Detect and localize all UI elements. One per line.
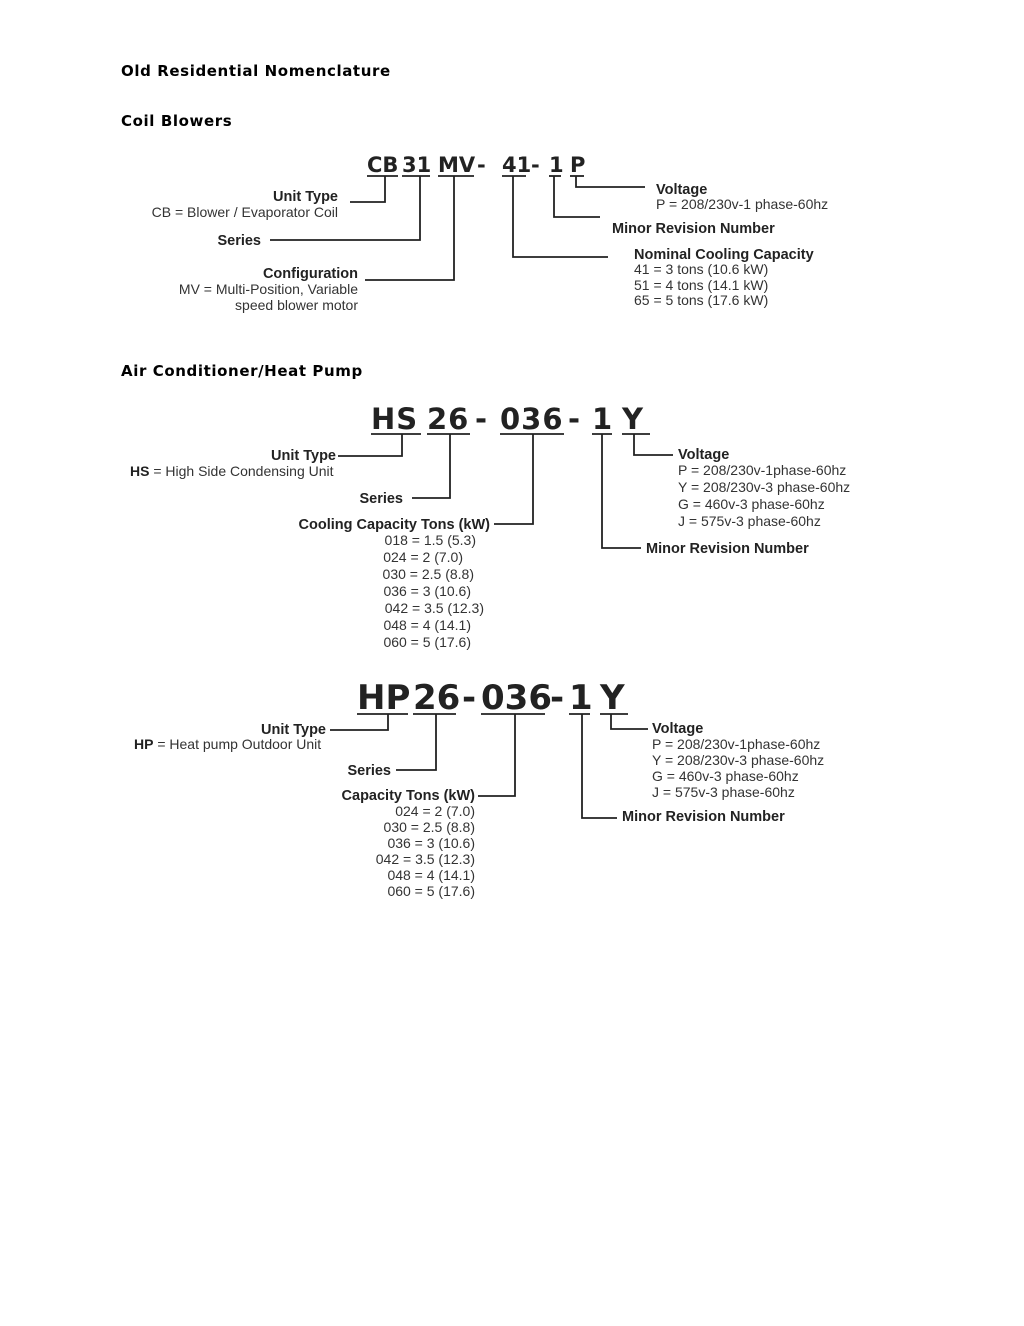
code-part-voltage: Y (622, 402, 644, 436)
voltage-value: P = 208/230v-1phase-60hz (678, 462, 847, 478)
capacity-value: 048 = 4 (14.1) (383, 617, 471, 633)
capacity-value: 024 = 2 (7.0) (395, 803, 475, 819)
capacity-label: Capacity Tons (kW) (341, 788, 475, 804)
code-part-dash: - (531, 153, 540, 177)
unit-type-desc: CB = Blower / Evaporator Coil (151, 204, 338, 220)
unit-type-label: Unit Type (261, 722, 326, 738)
voltage-label: Voltage (656, 182, 708, 198)
voltage-value: G = 460v-3 phase-60hz (652, 768, 799, 784)
code-part-configuration: MV (438, 153, 476, 177)
voltage-label: Voltage (678, 447, 730, 463)
capacity-value: 042 = 3.5 (12.3) (384, 600, 484, 616)
code-part-voltage: P (570, 153, 586, 177)
coil-blower-diagram (152, 153, 829, 313)
code-part-dash: - (568, 402, 582, 436)
capacity-value: 036 = 3 (10.6) (387, 835, 475, 851)
code-part-capacity: 036 (500, 402, 564, 436)
capacity-value: 042 = 3.5 (12.3) (375, 851, 475, 867)
voltage-value: J = 575v-3 phase-60hz (652, 784, 795, 800)
code-part-series: 31 (402, 153, 432, 177)
voltage-label: Voltage (652, 721, 704, 737)
capacity-value: 65 = 5 tons (17.6 kW) (634, 292, 769, 308)
code-part-unit-type: HP (357, 678, 411, 718)
code-part-dash: - (462, 678, 477, 718)
unit-type-desc (130, 463, 334, 479)
section-title-air-conditioner: Air Conditioner/Heat Pump (121, 362, 363, 380)
capacity-value: 024 = 2 (7.0) (383, 549, 463, 565)
code-part-unit-type: CB (367, 153, 399, 177)
capacity-value: 030 = 2.5 (8.8) (382, 566, 474, 582)
capacity-value: 030 = 2.5 (8.8) (383, 819, 475, 835)
code-part-revision: 1 (549, 153, 564, 177)
series-label: Series (217, 233, 261, 249)
hp26-diagram (134, 678, 824, 899)
unit-type-code: HP (134, 736, 154, 752)
voltage-value: Y = 208/230v-3 phase-60hz (678, 479, 851, 495)
capacity-value: 036 = 3 (10.6) (383, 583, 471, 599)
code-part-series: 26 (413, 678, 461, 718)
configuration-label: Configuration (262, 266, 358, 282)
unit-type-desc (134, 736, 321, 752)
unit-type-label: Unit Type (273, 189, 338, 205)
minor-revision-label: Minor Revision Number (646, 541, 809, 557)
minor-revision-label: Minor Revision Number (612, 221, 775, 237)
capacity-value: 018 = 1.5 (5.3) (384, 532, 476, 548)
voltage-value: P = 208/230v-1 phase-60hz (656, 196, 829, 212)
voltage-value: J = 575v-3 phase-60hz (678, 513, 821, 529)
unit-type-text: = Heat pump Outdoor Unit (153, 736, 322, 752)
capacity-label: Nominal Cooling Capacity (634, 247, 814, 263)
configuration-desc: speed blower motor (235, 297, 358, 313)
code-part-voltage: Y (600, 678, 625, 718)
code-part-revision: 1 (569, 678, 593, 718)
capacity-value: 41 = 3 tons (10.6 kW) (634, 261, 769, 277)
voltage-value: P = 208/230v-1phase-60hz (652, 736, 821, 752)
series-label: Series (347, 763, 391, 779)
unit-type-text: = High Side Condensing Unit (149, 463, 334, 479)
minor-revision-label: Minor Revision Number (622, 809, 785, 825)
unit-type-label: Unit Type (271, 448, 336, 464)
capacity-label: Cooling Capacity Tons (kW) (298, 517, 490, 533)
code-part-dash: - (477, 153, 486, 177)
voltage-value: Y = 208/230v-3 phase-60hz (652, 752, 825, 768)
series-label: Series (359, 491, 403, 507)
voltage-value: G = 460v-3 phase-60hz (678, 496, 825, 512)
page-title: Old Residential Nomenclature (121, 62, 391, 80)
code-part-series: 26 (427, 402, 470, 436)
code-part-dash: - (550, 678, 565, 718)
code-part-unit-type: HS (371, 402, 419, 436)
section-title-coil-blowers: Coil Blowers (121, 112, 233, 130)
capacity-value: 51 = 4 tons (14.1 kW) (634, 277, 769, 293)
capacity-value: 060 = 5 (17.6) (387, 883, 475, 899)
capacity-value: 060 = 5 (17.6) (383, 634, 471, 650)
configuration-desc: MV = Multi-Position, Variable (178, 281, 358, 297)
unit-type-code: HS (130, 463, 150, 479)
code-part-capacity: 036 (481, 678, 552, 718)
code-part-dash: - (475, 402, 489, 436)
code-part-revision: 1 (592, 402, 614, 436)
code-part-capacity: 41 (502, 153, 532, 177)
hs26-diagram (130, 402, 850, 650)
capacity-value: 048 = 4 (14.1) (387, 867, 475, 883)
